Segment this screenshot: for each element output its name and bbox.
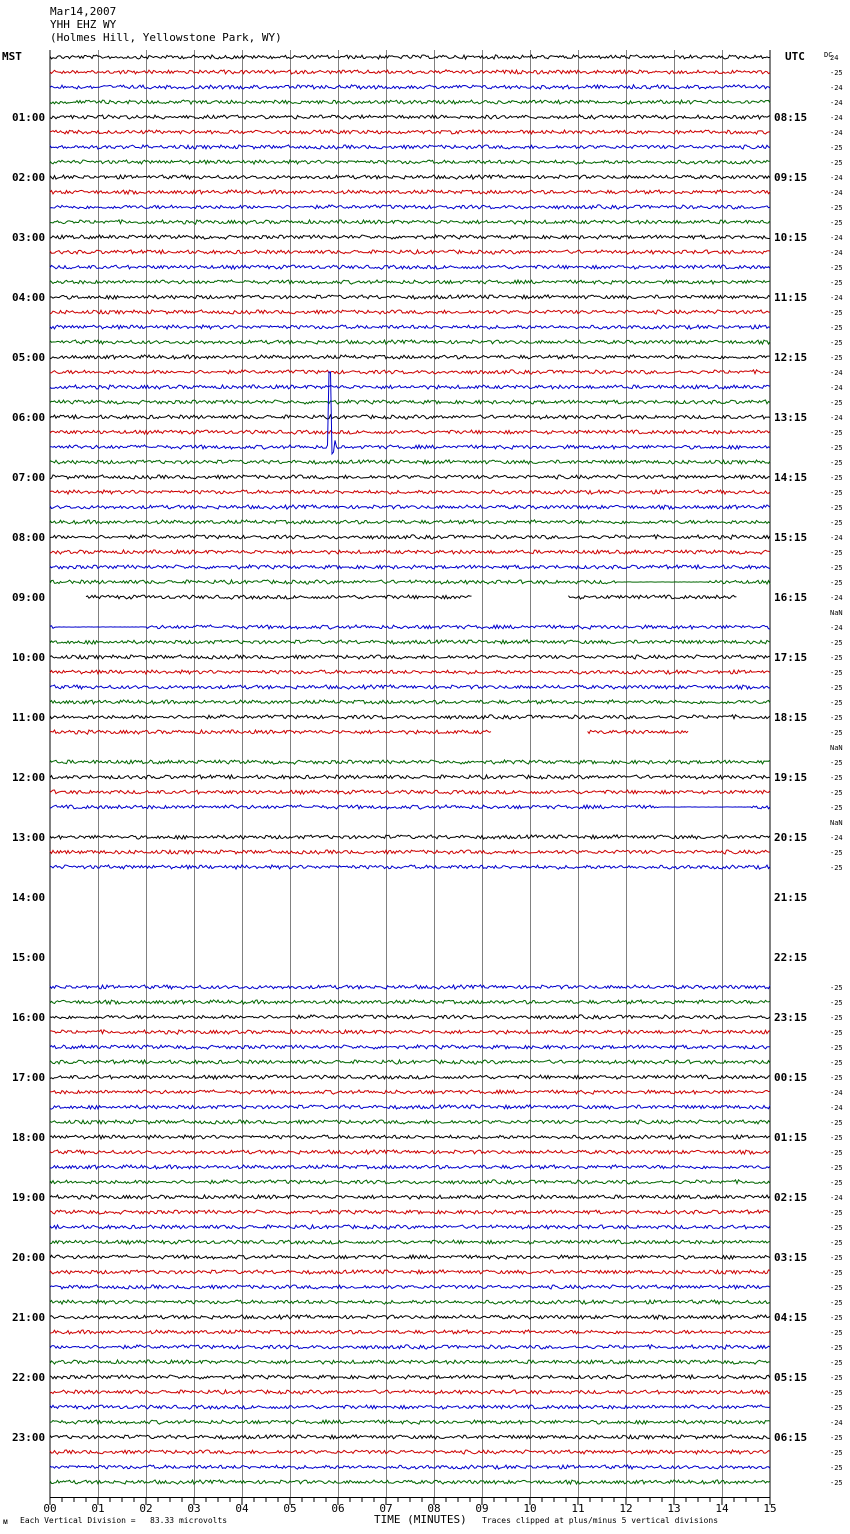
x-tick-label: 02	[139, 1502, 153, 1515]
seismic-trace	[50, 1015, 770, 1019]
seismic-trace	[50, 1300, 770, 1304]
x-tick-label: 12	[619, 1502, 633, 1515]
seismic-trace	[50, 490, 770, 494]
trace-dc-offset: -24	[830, 414, 843, 422]
right-hour-label: 00:15	[774, 1071, 808, 1084]
left-hour-label: 15:00	[12, 951, 46, 964]
trace-dc-offset: -25	[830, 279, 843, 287]
seismic-trace	[50, 1345, 770, 1349]
trace-dc-offset: -25	[830, 399, 843, 407]
right-hour-label: 01:15	[774, 1131, 808, 1144]
trace-dc-offset: -25	[830, 1404, 843, 1412]
trace-dc-offset: -24	[830, 249, 843, 257]
seismic-trace	[50, 640, 770, 644]
seismic-trace	[50, 475, 770, 479]
trace-dc-offset: -24	[830, 189, 843, 197]
seismic-trace	[50, 1240, 770, 1244]
left-hour-label: 21:00	[12, 1311, 46, 1324]
seismic-trace	[50, 295, 770, 299]
trace-dc-offset: -25	[830, 1449, 843, 1457]
trace-dc-offset: -25	[830, 999, 843, 1007]
trace-dc-offset: -25	[830, 444, 843, 452]
seismic-trace	[50, 175, 770, 179]
seismic-trace	[50, 670, 770, 674]
x-axis-title: TIME (MINUTES)	[374, 1513, 467, 1526]
trace-dc-offset: 24	[830, 54, 839, 62]
seismic-trace	[50, 190, 770, 194]
trace-dc-offset: -25	[830, 1374, 843, 1382]
seismic-trace	[50, 385, 770, 389]
seismic-trace	[50, 265, 770, 269]
seismic-trace	[50, 775, 770, 779]
trace-dc-offset: -25	[830, 1014, 843, 1022]
right-hour-label: 11:15	[774, 291, 808, 304]
x-tick-label: 01	[91, 1502, 105, 1515]
trace-dc-offset: -25	[830, 684, 843, 692]
left-hour-label: 10:00	[12, 651, 46, 664]
right-hour-label: 04:15	[774, 1311, 808, 1324]
trace-dc-offset: -25	[830, 1284, 843, 1292]
seismic-trace	[50, 250, 770, 254]
left-hour-label: 16:00	[12, 1011, 46, 1024]
trace-dc-offset: -25	[830, 849, 843, 857]
seismic-trace	[50, 1450, 770, 1454]
trace-dc-offset: -25	[830, 504, 843, 512]
right-hour-label: 18:15	[774, 711, 808, 724]
trace-dc-offset: -25	[830, 669, 843, 677]
right-hour-label: 05:15	[774, 1371, 808, 1384]
left-timezone-label: MST	[2, 50, 22, 63]
trace-dc-offset: -24	[830, 84, 843, 92]
trace-dc-offset: -24	[830, 234, 843, 242]
seismic-trace	[50, 1360, 770, 1364]
trace-dc-offset: -25	[830, 639, 843, 647]
trace-dc-offset: -25	[830, 1209, 843, 1217]
trace-dc-offset: NaN	[830, 744, 843, 752]
trace-dc-offset: -25	[830, 1044, 843, 1052]
right-hour-label: 06:15	[774, 1431, 808, 1444]
left-hour-label: 04:00	[12, 291, 46, 304]
trace-dc-offset: -25	[830, 1314, 843, 1322]
x-tick-label: 10	[523, 1502, 537, 1515]
seismic-trace	[50, 370, 770, 374]
trace-dc-offset: -25	[830, 1029, 843, 1037]
trace-dc-offset: -25	[830, 1464, 843, 1472]
trace-dc-offset: -25	[830, 159, 843, 167]
right-hour-label: 20:15	[774, 831, 808, 844]
left-hour-label: 06:00	[12, 411, 46, 424]
trace-dc-offset: -25	[830, 324, 843, 332]
left-hour-label: 02:00	[12, 171, 46, 184]
left-hour-label: 22:00	[12, 1371, 46, 1384]
trace-dc-offset: -24	[830, 594, 843, 602]
station-code: YHH EHZ WY	[50, 18, 117, 31]
seismic-trace	[50, 460, 770, 464]
seismic-trace	[50, 310, 770, 314]
trace-dc-offset: -25	[830, 579, 843, 587]
seismic-trace	[50, 985, 770, 989]
trace-dc-offset: -25	[830, 1149, 843, 1157]
left-hour-label: 01:00	[12, 111, 46, 124]
trace-dc-offset: -25	[830, 354, 843, 362]
trace-dc-offset: -25	[830, 654, 843, 662]
seismic-trace	[50, 655, 770, 659]
trace-dc-offset: -25	[830, 1329, 843, 1337]
seismic-trace	[50, 865, 770, 869]
seismic-trace	[50, 760, 770, 764]
right-hour-label: 08:15	[774, 111, 808, 124]
trace-dc-offset: -25	[830, 1164, 843, 1172]
seismic-trace	[50, 1255, 770, 1259]
seismic-trace	[50, 805, 770, 809]
seismic-trace	[50, 340, 770, 344]
seismic-trace	[50, 1315, 770, 1319]
seismic-trace	[50, 1105, 770, 1109]
left-hour-label: 23:00	[12, 1431, 46, 1444]
trace-dc-offset: -25	[830, 1254, 843, 1262]
trace-dc-offset: -25	[830, 1224, 843, 1232]
seismic-trace	[568, 595, 736, 599]
seismic-trace	[50, 1075, 770, 1079]
seismic-trace	[50, 625, 770, 629]
seismic-trace	[50, 715, 770, 719]
trace-dc-offset: -25	[830, 789, 843, 797]
left-hour-label: 03:00	[12, 231, 46, 244]
left-hour-label: 11:00	[12, 711, 46, 724]
trace-dc-offset: -25	[830, 729, 843, 737]
left-hour-label: 17:00	[12, 1071, 46, 1084]
seismic-trace	[50, 520, 770, 524]
seismic-trace	[50, 1435, 770, 1439]
trace-dc-offset: -24	[830, 174, 843, 182]
right-hour-label: 02:15	[774, 1191, 808, 1204]
x-tick-label: 13	[667, 1502, 681, 1515]
trace-dc-offset: NaN	[830, 819, 843, 827]
seismic-trace	[50, 580, 770, 584]
seismic-trace	[50, 835, 770, 839]
seismic-trace	[50, 685, 770, 689]
trace-dc-offset: -25	[830, 144, 843, 152]
right-hour-label: 17:15	[774, 651, 808, 664]
trace-dc-offset: -25	[830, 1344, 843, 1352]
trace-dc-offset: -25	[830, 1389, 843, 1397]
seismic-trace	[50, 355, 770, 359]
x-tick-label: 03	[187, 1502, 201, 1515]
seismic-trace	[50, 1270, 770, 1274]
right-hour-label: 22:15	[774, 951, 808, 964]
seismic-trace	[50, 235, 770, 239]
trace-dc-offset: -24	[830, 114, 843, 122]
x-tick-label: 07	[379, 1502, 393, 1515]
x-tick-label: 04	[235, 1502, 249, 1515]
trace-dc-offset: -25	[830, 549, 843, 557]
seismic-trace	[50, 115, 770, 119]
trace-dc-offset: -25	[830, 219, 843, 227]
seismic-trace	[50, 1330, 770, 1334]
seismic-trace	[50, 1465, 770, 1469]
trace-dc-offset: -25	[830, 1239, 843, 1247]
seismic-trace	[50, 160, 770, 164]
right-hour-label: 19:15	[774, 771, 808, 784]
trace-dc-offset: -25	[830, 69, 843, 77]
seismic-trace	[86, 595, 472, 599]
seismic-trace	[50, 1150, 770, 1154]
trace-dc-offset: -25	[830, 459, 843, 467]
trace-dc-offset: -25	[830, 474, 843, 482]
left-hour-label: 05:00	[12, 351, 46, 364]
trace-dc-offset: -24	[830, 1089, 843, 1097]
trace-dc-offset: -25	[830, 1479, 843, 1487]
trace-dc-offset: -24	[830, 624, 843, 632]
right-hour-label: 15:15	[774, 531, 808, 544]
trace-dc-offset: -24	[830, 99, 843, 107]
seismic-trace	[50, 1060, 770, 1064]
trace-dc-offset: -25	[830, 1179, 843, 1187]
seismic-trace	[50, 372, 770, 454]
trace-dc-offset: -25	[830, 1119, 843, 1127]
seismic-trace	[50, 430, 770, 434]
seismic-trace	[50, 730, 491, 734]
trace-dc-offset: -25	[830, 489, 843, 497]
seismic-trace	[50, 1045, 770, 1049]
left-hour-label: 12:00	[12, 771, 46, 784]
seismic-trace	[50, 1000, 770, 1004]
seismic-trace	[50, 280, 770, 284]
trace-dc-offset: -25	[830, 699, 843, 707]
seismic-trace	[50, 70, 770, 74]
x-tick-label: 00	[43, 1502, 57, 1515]
corner-mark: ᴍ	[3, 1517, 8, 1526]
left-hour-label: 20:00	[12, 1251, 46, 1264]
x-tick-label: 08	[427, 1502, 441, 1515]
seismic-trace	[50, 205, 770, 209]
x-tick-label: 06	[331, 1502, 345, 1515]
seismic-trace	[50, 55, 770, 59]
seismic-trace	[50, 1420, 770, 1424]
trace-dc-offset: -25	[830, 774, 843, 782]
right-hour-label: 09:15	[774, 171, 808, 184]
trace-dc-offset: -25	[830, 1299, 843, 1307]
x-tick-label: 05	[283, 1502, 297, 1515]
seismic-trace	[588, 730, 689, 734]
seismic-trace	[50, 400, 770, 404]
seismic-trace	[50, 85, 770, 89]
seismic-trace	[50, 130, 770, 134]
seismic-trace	[50, 790, 770, 794]
seismic-trace	[50, 1090, 770, 1094]
seismic-trace	[50, 145, 770, 149]
seismic-trace	[50, 700, 770, 704]
trace-dc-offset: -25	[830, 429, 843, 437]
seismic-trace	[50, 1120, 770, 1124]
left-hour-label: 07:00	[12, 471, 46, 484]
trace-dc-offset: -24	[830, 369, 843, 377]
seismic-trace	[50, 220, 770, 224]
seismic-trace	[50, 535, 770, 539]
left-hour-label: 19:00	[12, 1191, 46, 1204]
x-tick-label: 14	[715, 1502, 729, 1515]
right-hour-label: 10:15	[774, 231, 808, 244]
trace-dc-offset: -25	[830, 1269, 843, 1277]
seismic-trace	[50, 1180, 770, 1184]
trace-dc-offset: -25	[830, 564, 843, 572]
seismic-trace	[50, 415, 770, 419]
record-date: Mar14,2007	[50, 5, 117, 18]
seismic-trace	[50, 100, 770, 104]
trace-dc-offset: -25	[830, 264, 843, 272]
dc-column-label: DC	[824, 51, 833, 59]
left-hour-label: 18:00	[12, 1131, 46, 1144]
trace-dc-offset: -24	[830, 1104, 843, 1112]
seismic-trace	[50, 1030, 770, 1034]
seismic-trace	[50, 550, 770, 554]
seismic-trace	[50, 1195, 770, 1199]
seismic-trace	[50, 1405, 770, 1409]
x-tick-label: 09	[475, 1502, 489, 1515]
seismic-trace	[50, 1135, 770, 1139]
seismic-trace	[50, 1390, 770, 1394]
seismic-trace	[50, 1375, 770, 1379]
left-hour-label: 08:00	[12, 531, 46, 544]
seismic-trace	[50, 325, 770, 329]
trace-dc-offset: -25	[830, 519, 843, 527]
right-hour-label: 16:15	[774, 591, 808, 604]
trace-dc-offset: -24	[830, 294, 843, 302]
trace-dc-offset: -25	[830, 309, 843, 317]
trace-dc-offset: NaN	[830, 609, 843, 617]
trace-dc-offset: -25	[830, 204, 843, 212]
seismic-trace	[50, 1165, 770, 1169]
trace-dc-offset: -25	[830, 714, 843, 722]
trace-dc-offset: -25	[830, 759, 843, 767]
x-tick-label: 15	[763, 1502, 777, 1515]
seismic-trace	[50, 1225, 770, 1229]
left-hour-label: 09:00	[12, 591, 46, 604]
trace-dc-offset: -24	[830, 534, 843, 542]
trace-dc-offset: -25	[830, 339, 843, 347]
right-hour-label: 03:15	[774, 1251, 808, 1264]
seismic-trace	[50, 850, 770, 854]
left-hour-label: 13:00	[12, 831, 46, 844]
seismic-trace	[50, 565, 770, 569]
right-hour-label: 23:15	[774, 1011, 808, 1024]
clip-note: Traces clipped at plus/minus 5 vertical divisions	[482, 1516, 719, 1525]
station-location: (Holmes Hill, Yellowstone Park, WY)	[50, 31, 282, 44]
trace-dc-offset: -24	[830, 1194, 843, 1202]
trace-dc-offset: -25	[830, 984, 843, 992]
right-hour-label: 21:15	[774, 891, 808, 904]
trace-dc-offset: -24	[830, 834, 843, 842]
right-hour-label: 12:15	[774, 351, 808, 364]
seismic-trace	[50, 1210, 770, 1214]
seismic-trace	[50, 1480, 770, 1484]
right-timezone-label: UTC	[785, 50, 805, 63]
scale-note: Each Vertical Division = 83.33 microvolts	[20, 1516, 228, 1525]
trace-dc-offset: -25	[830, 1434, 843, 1442]
trace-dc-offset: -24	[830, 384, 843, 392]
trace-dc-offset: -24	[830, 129, 843, 137]
trace-dc-offset: -25	[830, 1074, 843, 1082]
seismic-trace	[50, 505, 770, 509]
trace-dc-offset: -25	[830, 1359, 843, 1367]
trace-dc-offset: -25	[830, 1134, 843, 1142]
trace-dc-offset: -24	[830, 1419, 843, 1427]
seismic-trace	[50, 1285, 770, 1289]
trace-dc-offset: -25	[830, 804, 843, 812]
right-hour-label: 14:15	[774, 471, 808, 484]
x-tick-label: 11	[571, 1502, 585, 1515]
trace-dc-offset: -25	[830, 1059, 843, 1067]
left-hour-label: 14:00	[12, 891, 46, 904]
right-hour-label: 13:15	[774, 411, 808, 424]
trace-dc-offset: -25	[830, 864, 843, 872]
